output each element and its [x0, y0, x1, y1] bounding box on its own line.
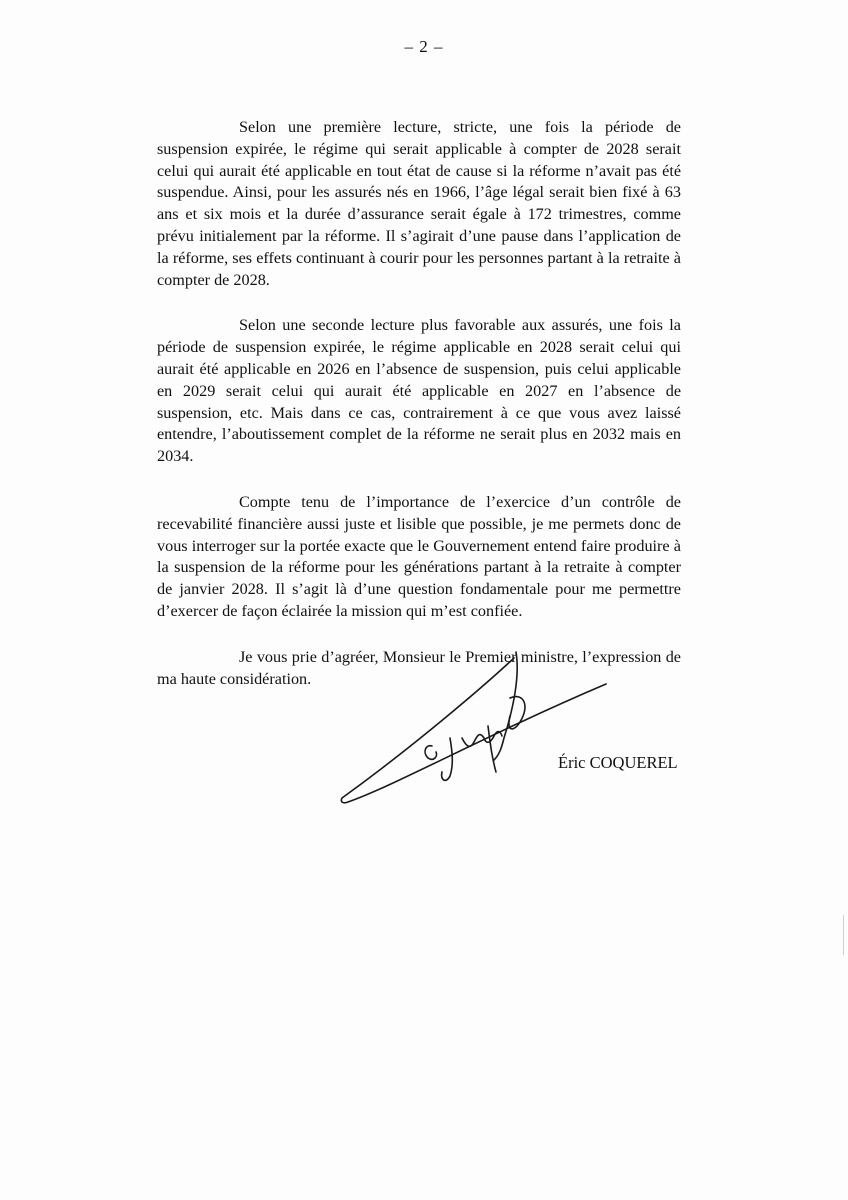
paragraph-closing: Je vous prie d’agréer, Monsieur le Premier ministre, l’expression de ma haute considération.: [157, 647, 681, 688]
page-number: – 2 –: [404, 37, 444, 56]
letter-body: [157, 117, 681, 690]
paragraph-second-reading: Selon une seconde lecture plus favorable aux assurés, une fois la période de suspension expirée, le régime applicable en 2028 serait celui qui aurait été applicable en 2026 en l’absence de suspension, puis celui applicable en 2029 serait celui qui aurait été applicable en 2027 en l’absence de suspension, etc. Mais dans ce cas, contrairement à ce que vous avez laissé entendre, l’aboutissement complet de la réforme ne serait plus en 2032 mais en 2034.: [157, 316, 681, 466]
scan-edge-mark: [843, 915, 844, 955]
signer-name: Éric COQUEREL: [558, 753, 678, 772]
handwritten-signature: [334, 646, 614, 810]
signature-strokes: [341, 652, 606, 803]
paragraph-request: Compte tenu de l’importance de l’exercice d’un contrôle de recevabilité financière aussi juste et lisible que possible, je me permets donc de vous interroger sur la portée exacte que le Gouvernement entend faire produire à la suspension de la réforme pour les générations partant à la retraite à compter de janvier 2028. Il s’agit là d’une question fondamentale pour me permettre d’exercer de façon éclairée la mission qui m’est confiée.: [157, 492, 681, 620]
paragraph-first-reading: Selon une première lecture, stricte, une fois la période de suspension expirée, le régime qui serait applicable à compter de 2028 serait celui qui aurait été applicable en tout état de cause si la réforme n’avait pas été suspendue. Ainsi, pour les assurés nés en 1966, l’âge légal serait bien fixé à 63 ans et six mois et la durée d’assurance serait égale à 172 trimestres, comme prévu initialement par la réforme. Il s’agirait d’une pause dans l’application de la réforme, ses effets continuant à courir pour les personnes partant à la retraite à compter de 2028.: [157, 118, 681, 289]
